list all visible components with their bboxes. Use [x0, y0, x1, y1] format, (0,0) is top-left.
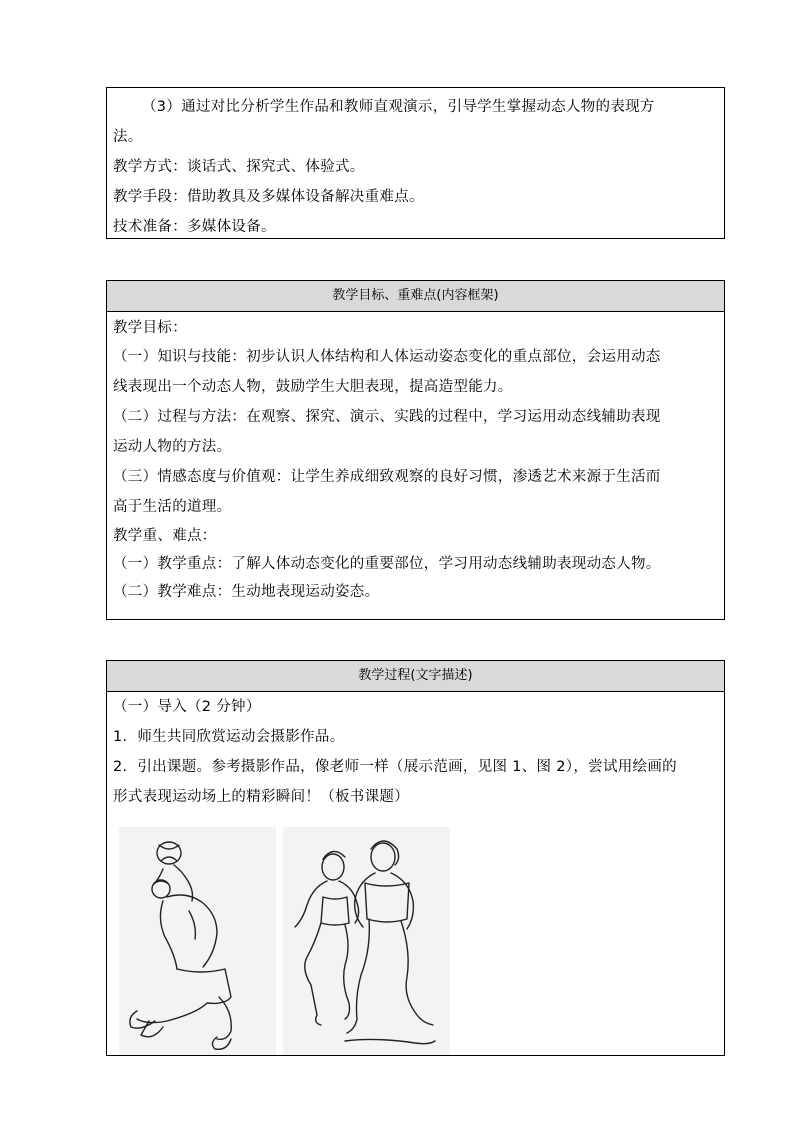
basketball-sketch-drawing	[119, 827, 276, 1055]
process-box	[106, 660, 725, 1056]
key-point: （一）教学重点：了解人体动态变化的重要部位，学习用动态线辅助表现动态人物。	[113, 556, 661, 572]
figure-2-runners-sketch	[283, 827, 450, 1055]
objective-3-line-2: 法。	[113, 129, 143, 145]
goals-header: 教学目标、重难点(内容框架)	[107, 281, 724, 312]
figure-1-basketball-sketch	[119, 827, 276, 1055]
goal-line: （一）知识与技能：初步认识人体结构和人体运动姿态变化的重点部位，会运用动态	[113, 349, 661, 365]
goal-line: （三）情感态度与价值观：让学生养成细致观察的良好习惯，渗透艺术来源于生活而	[113, 469, 661, 485]
method-box	[106, 87, 725, 239]
process-line: 形式表现运动场上的精彩瞬间！（板书课题）	[113, 789, 409, 805]
goal-line: 高于生活的道理。	[113, 499, 232, 515]
teaching-means: 教学手段：借助教具及多媒体设备解决重难点。	[113, 189, 424, 205]
process-line: 1．师生共同欣赏运动会摄影作品。	[113, 729, 345, 745]
difficult-point: （二）教学难点：生动地表现运动姿态。	[113, 584, 380, 600]
goal-line: 线表现出一个动态人物，鼓励学生大胆表现，提高造型能力。	[113, 379, 513, 395]
runners-sketch-drawing	[283, 827, 450, 1055]
teaching-mode: 教学方式：谈话式、探究式、体验式。	[113, 159, 365, 175]
goal-line: （二）过程与方法：在观察、探究、演示、实践的过程中，学习运用动态线辅助表现	[113, 409, 661, 425]
goal-line: 运动人物的方法。	[113, 439, 232, 455]
process-line: 2．引出课题。参考摄影作品，像老师一样（展示范画，见图 1、图 2），尝试用绘画的	[113, 759, 677, 775]
goals-box	[106, 280, 725, 620]
key-points-title: 教学重、难点：	[113, 528, 217, 544]
process-header: 教学过程(文字描述)	[107, 661, 724, 692]
objective-3-line-1: （3）通过对比分析学生作品和教师直观演示，引导学生掌握动态人物的表现方	[142, 99, 655, 115]
tech-prep: 技术准备：多媒体设备。	[113, 219, 276, 235]
goals-title: 教学目标：	[113, 320, 187, 336]
process-line: （一）导入（2 分钟）	[113, 699, 261, 715]
